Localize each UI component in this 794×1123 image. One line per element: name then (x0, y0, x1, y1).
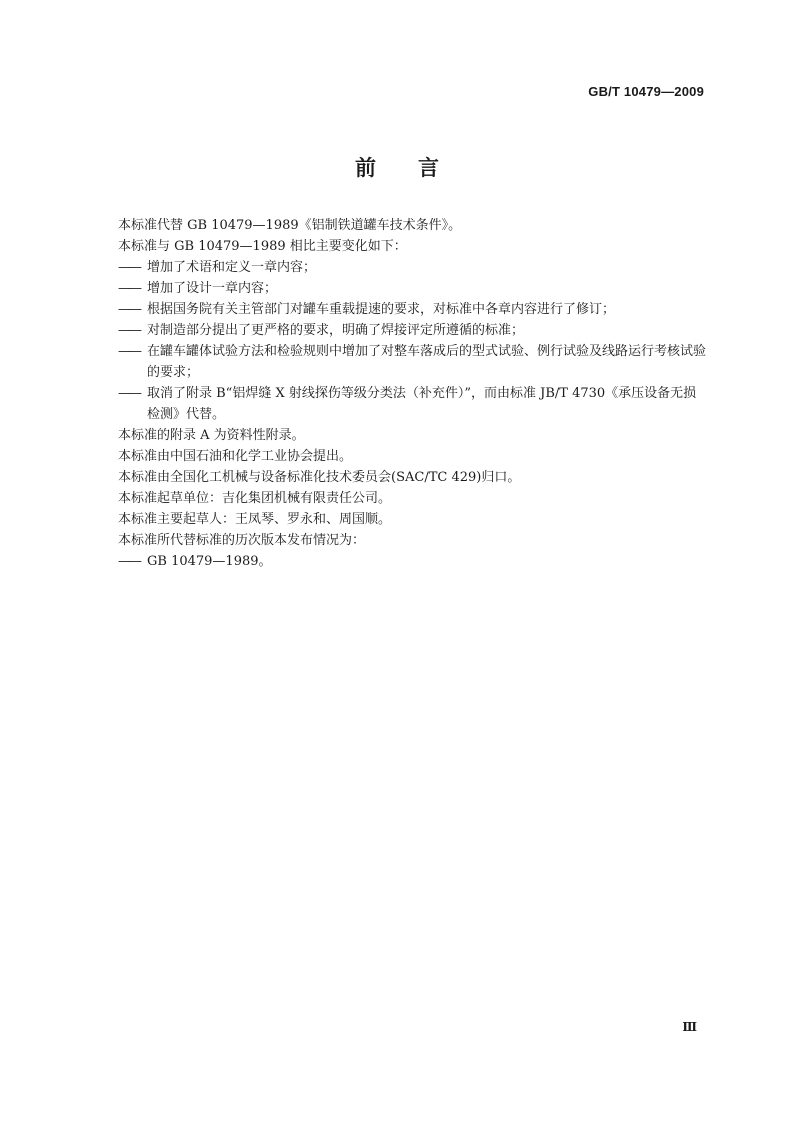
paragraph-centralized-by: 本标准由全国化工机械与设备标准化技术委员会(SAC/TC 429)归口。 (118, 470, 521, 485)
change-text: 增加了设计一章内容； (147, 281, 278, 296)
change-item (118, 341, 708, 383)
change-text: 根据国务院有关主管部门对罐车重载提速的要求，对标准中各章内容进行了修订； (147, 302, 616, 317)
change-item (118, 320, 708, 341)
foreword-body (118, 215, 708, 572)
dash-mark: —— (118, 554, 140, 569)
change-text: 取消了附录 B“铝焊缝 X 射线探伤等级分类法（补充件）”，而由标准 JB/T 4730《承压设备无损检测》代替。 (147, 386, 697, 422)
change-item (118, 383, 708, 425)
dash-mark: —— (118, 281, 140, 296)
dash-mark: —— (118, 323, 140, 338)
change-text: 增加了术语和定义一章内容； (147, 260, 317, 275)
paragraph-drafters: 本标准主要起草人：王凤琴、罗永和、周国顺。 (118, 512, 392, 527)
standard-code: GB/T 10479—2009 (588, 84, 704, 99)
page-title (0, 152, 794, 182)
paragraph-replaces: 本标准代替 GB 10479—1989《铝制铁道罐车技术条件》。 (118, 218, 462, 233)
dash-mark: —— (118, 260, 140, 275)
paragraph-annex: 本标准的附录 A 为资料性附录。 (118, 428, 305, 443)
paragraph-history-intro: 本标准所代替标准的历次版本发布情况为： (118, 533, 366, 548)
dash-mark: —— (118, 302, 140, 317)
paragraph-proposed-by: 本标准由中国石油和化学工业协会提出。 (118, 449, 353, 464)
title-char-2: 言 (418, 156, 439, 180)
history-item (118, 551, 708, 572)
dash-mark: —— (118, 344, 140, 359)
history-text: GB 10479—1989。 (147, 554, 272, 569)
dash-mark: —— (118, 386, 140, 401)
page-number: Ⅲ (682, 1020, 697, 1034)
title-char-1: 前 (355, 156, 376, 180)
change-text: 在罐车罐体试验方法和检验规则中增加了对整车落成后的型式试验、例行试验及线路运行考核试验的要求； (147, 344, 707, 380)
change-item (118, 299, 708, 320)
change-item (118, 278, 708, 299)
paragraph-drafting-unit: 本标准起草单位：吉化集团机械有限责任公司。 (118, 491, 392, 506)
change-item (118, 257, 708, 278)
change-text: 对制造部分提出了更严格的要求，明确了焊接评定所遵循的标准； (147, 323, 525, 338)
paragraph-changes-intro: 本标准与 GB 10479—1989 相比主要变化如下： (118, 239, 407, 254)
